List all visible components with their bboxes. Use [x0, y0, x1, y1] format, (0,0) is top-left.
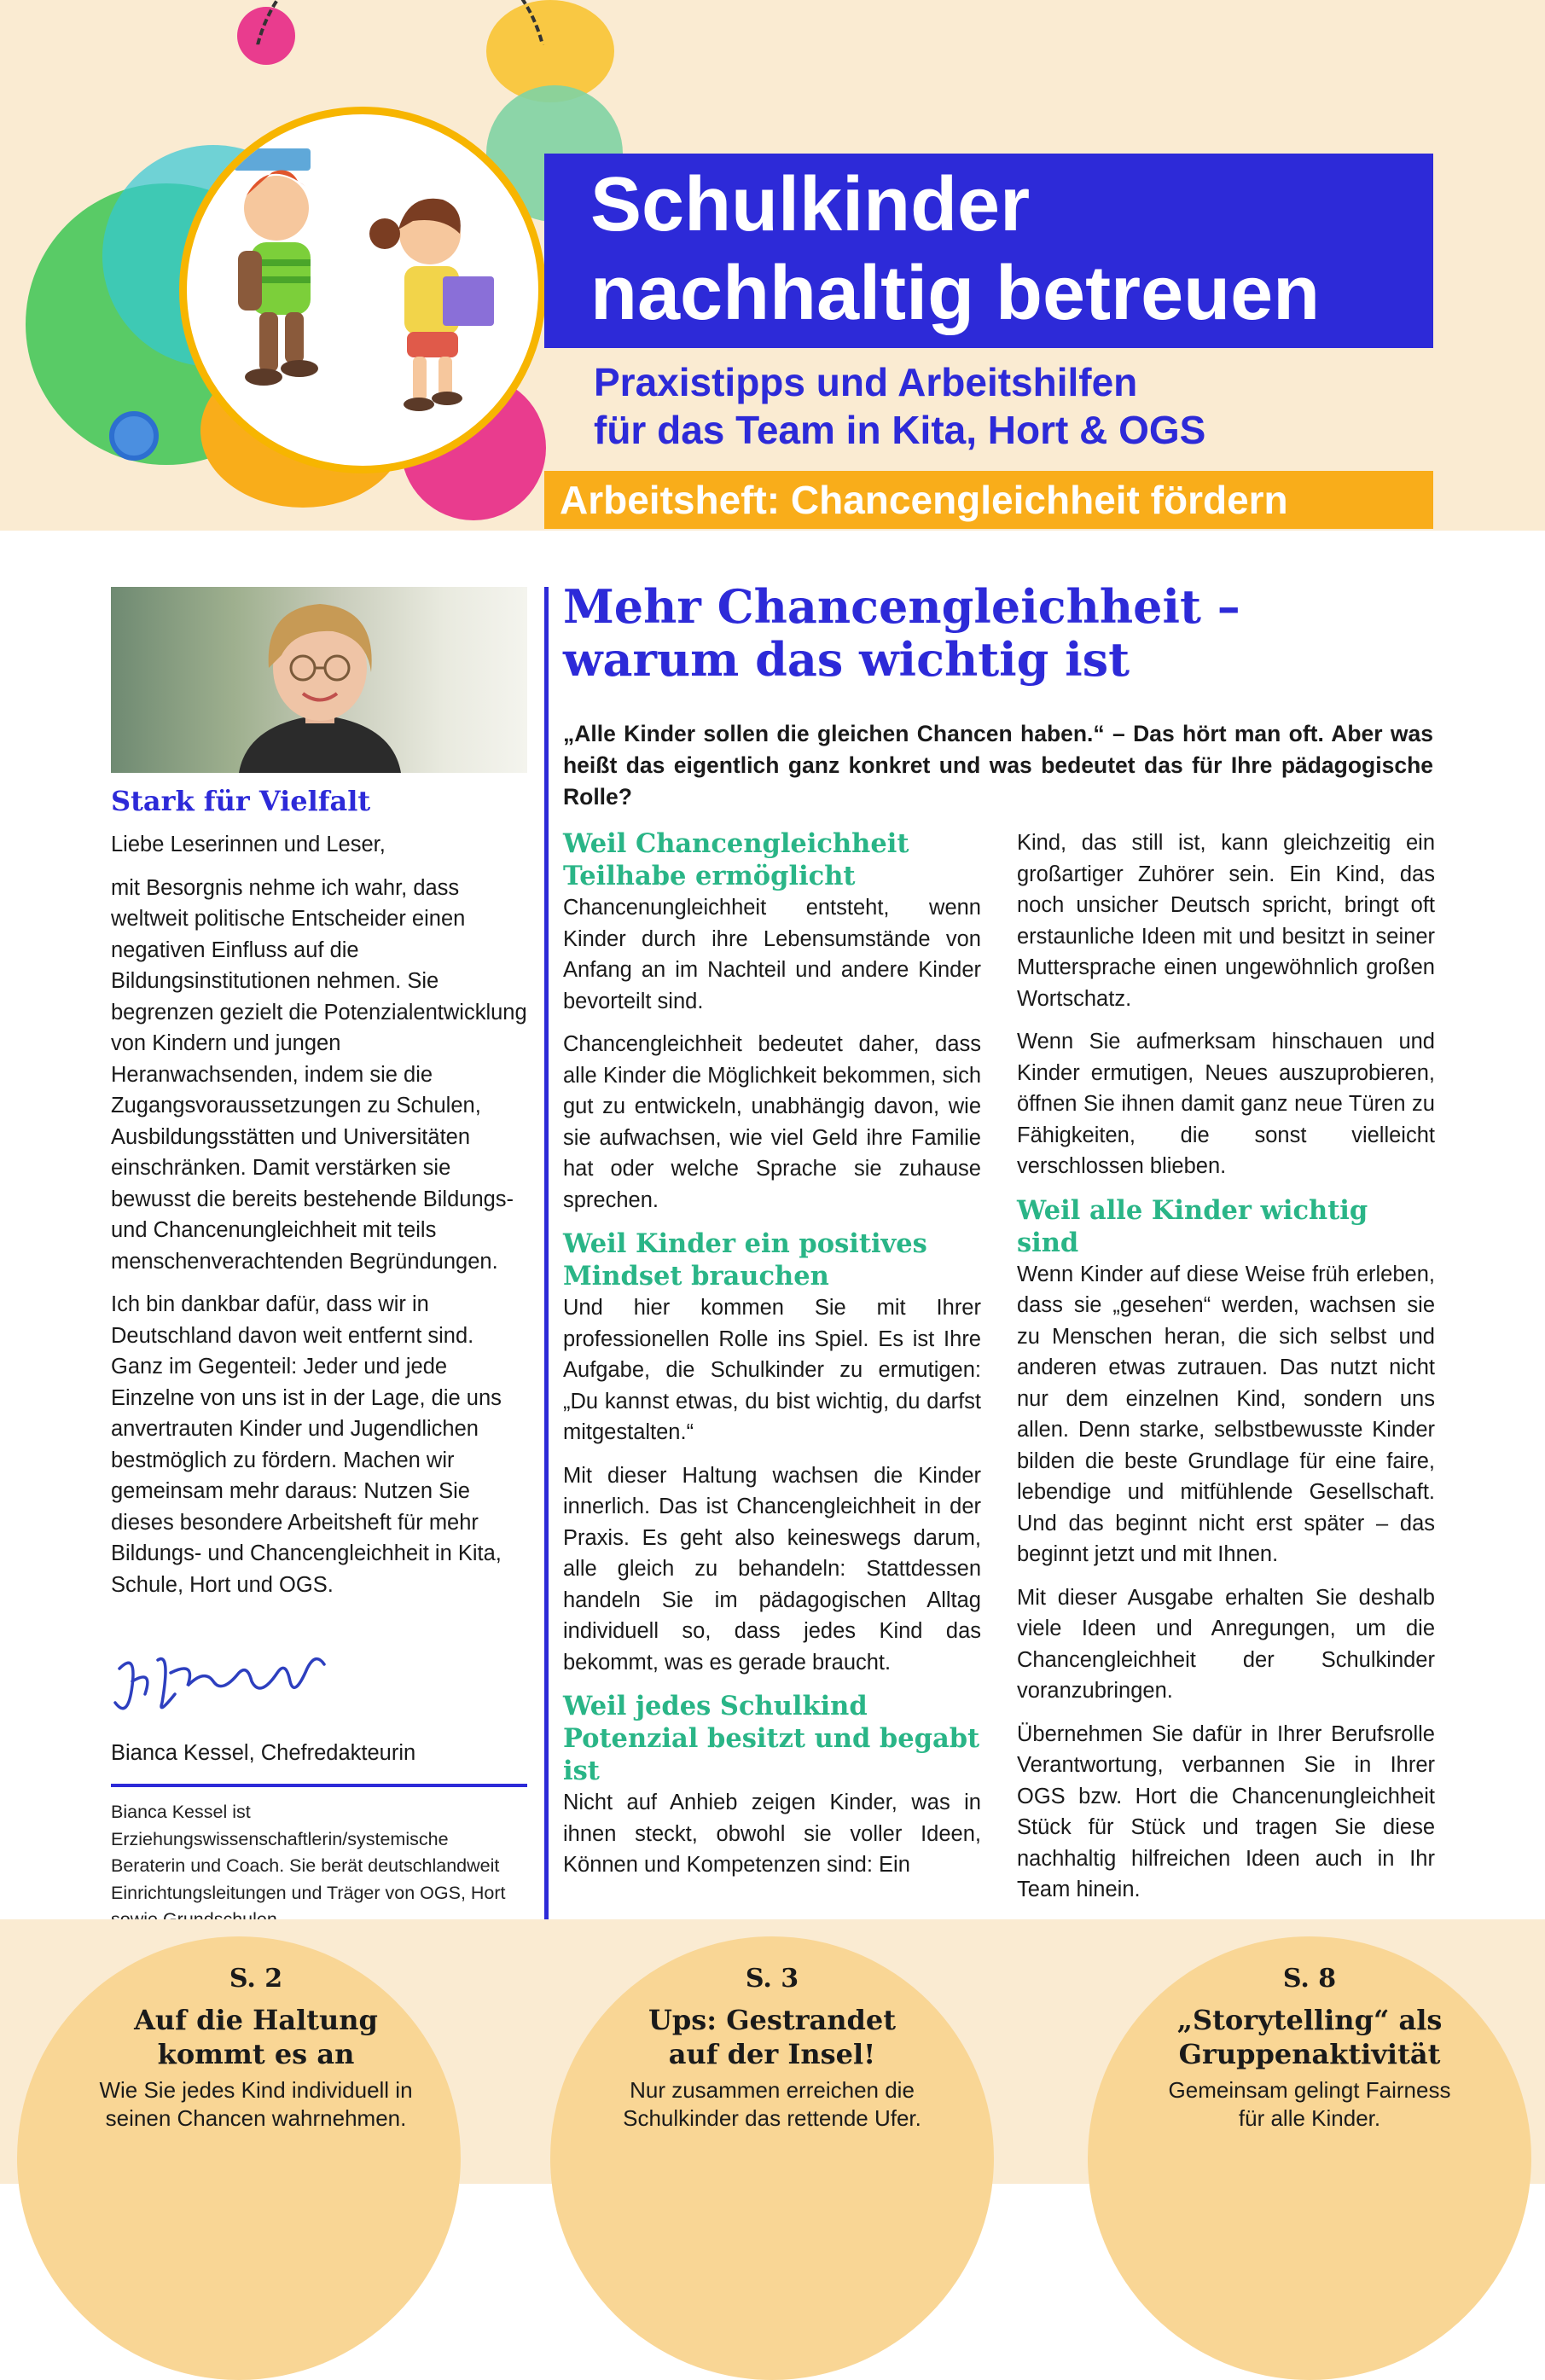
- teaser-description-line: für alle Kinder.: [1238, 2105, 1381, 2131]
- column-divider: [544, 587, 549, 1919]
- magazine-subtitle: [594, 358, 1413, 454]
- teaser-title: [0, 2003, 512, 2071]
- editorial-heading: Stark für Vielfalt: [111, 785, 371, 817]
- section-heading: Weil alle Kinder wichtig sind: [1017, 1194, 1368, 1258]
- portrait-image: [111, 587, 527, 773]
- article-title: [563, 580, 1450, 686]
- article-paragraph: Mit dieser Ausgabe erhalten Sie deshalb viele Ideen und Anregungen, um die Chancengleichheit der Schulkinder voranzubringen.: [1017, 1585, 1435, 1703]
- teaser-title-line: Auf die Haltung: [134, 2004, 378, 2036]
- article-paragraph: Chancengleichheit bedeutet daher, dass alle Kinder die Möglichkeit bekommen, sich gut zu entwickeln, unabhängig davon, wie sie aufwachsen, wie viel Geld ihre Familie hat oder welche Sprache sie zuhause sprechen.: [563, 1032, 981, 1212]
- teaser-page-8[interactable]: [1054, 1962, 1545, 2133]
- teaser-title: [1054, 2003, 1545, 2071]
- article-column-1: [563, 827, 981, 1893]
- subtitle-line-1: Praxistipps und Arbeitshilfen: [594, 360, 1138, 404]
- article-column-2: [1017, 827, 1435, 1918]
- handwritten-signature: [111, 1634, 333, 1728]
- magazine-title: [590, 160, 1426, 338]
- section-heading: Weil Chancengleichheit Teilhabe ermöglicht: [563, 828, 909, 891]
- article-paragraph: Und hier kommen Sie mit Ihrer professionellen Rolle ins Spiel. Es ist Ihre Aufgabe, die Schulkinder zu ermutigen: „Du kannst etwas, du bist wichtig, du darfst mitgestalten.“: [563, 1296, 981, 1444]
- section-heading: Weil jedes Schulkind Potenzial besitzt und begabt ist: [563, 1691, 980, 1786]
- article-paragraph: Chancenungleichheit entsteht, wenn Kinder durch ihre Lebensumstände von Anfang an im Nachteil und andere Kinder bevorteilt sind.: [563, 896, 981, 1013]
- teaser-page-number: S. 2: [229, 1964, 283, 1994]
- article-paragraph: Wenn Kinder auf diese Weise früh erleben, dass sie „gesehen“ werden, wachsen sie zu Menschen heran, die sich selbst und anderen etwas zutrauen. Das nutzt nicht nur dem einzelnen Kind, sondern uns allen. Denn starke, selbstbewusste Kinder bilden die beste Grundlage für eine faire, lebendige und mitfühlende Gesellschaft. Und das beginnt nicht erst später – das beginnt jetzt und mit Ihnen.: [1017, 1262, 1435, 1566]
- editorial-paragraph: mit Besorgnis nehme ich wahr, dass weltweit politische Entscheider einen negativen Einfluss auf die Bildungsinstitutionen nehmen. Sie begrenzen gezielt die Potenzialentwicklung von Kindern und jungen Heranwachsenden, indem sie die Zugangsvoraussetzungen zu Schulen, Ausbildungsstätten und Universitäten einschränken. Damit verstärken sie bewusst die bereits bestehende Bildungs- und Chancenungleichheit mit teils menschenverachtenden Begründungen.: [111, 875, 527, 1274]
- hero-illustration: [179, 107, 546, 473]
- article-paragraph: Kind, das still ist, kann gleichzeitig ein großartiger Zuhörer sein. Ein Kind, das noch unsicher Deutsch spricht, bringt oft erstaunliche Ideen mit und besitzt in seiner Muttersprache einen ungewöhnlich großen Wortschatz.: [1017, 831, 1435, 1011]
- article-title-line-2: warum das wichtig ist: [563, 632, 1130, 687]
- teaser-page-3[interactable]: [516, 1962, 1028, 2133]
- article-title-line-1: Mehr Chancengleichheit –: [563, 579, 1240, 634]
- editorial-column: [111, 785, 527, 1934]
- deco-circle-blue: [109, 411, 159, 461]
- teaser-description-line: Nur zusammen erreichen die: [630, 2077, 915, 2103]
- teaser-description-line: seinen Chancen wahrnehmen.: [105, 2105, 407, 2131]
- teaser-title-line: auf der Insel!: [668, 2038, 876, 2070]
- subtitle-line-2: für das Team in Kita, Hort & OGS: [594, 408, 1206, 452]
- article-paragraph: Wenn Sie aufmerksam hinschauen und Kinder ermutigen, Neues auszuprobieren, öffnen Sie ihnen damit ganz neue Türen zu Fähigkeiten, die sonst vielleicht verschlossen blieben.: [1017, 1030, 1435, 1178]
- article-lead: „Alle Kinder sollen die gleichen Chancen haben.“ – Das hört man oft. Aber was heißt das eigentlich ganz konkret und was bedeutet das für Ihre pädagogische Rolle?: [563, 721, 1433, 810]
- author-photo: [111, 587, 527, 773]
- teaser-description-line: Gemeinsam gelingt Fairness: [1168, 2077, 1451, 2103]
- editorial-paragraph: Liebe Leserinnen und Leser,: [111, 833, 386, 856]
- divider: [111, 1784, 527, 1787]
- teaser-page-number: S. 3: [745, 1964, 799, 1994]
- author-bio: Bianca Kessel ist Erziehungswissenschaftlerin/systemische Beraterin und Coach. Sie berät deutschlandweit Einrichtungsleitungen und Träger von OGS, Hort: [111, 1802, 506, 1903]
- book-icon: [234, 148, 311, 171]
- issue-label: Arbeitsheft: Chancengleichheit fördern: [560, 478, 1288, 522]
- article-paragraph: Nicht auf Anhieb zeigen Kinder, was in ihnen steckt, obwohl sie voller Ideen, Können und Kompetenzen sind: Ein: [563, 1791, 981, 1877]
- teaser-title: [516, 2003, 1028, 2071]
- teaser-page-2[interactable]: [0, 1962, 512, 2133]
- editorial-paragraph: Ich bin dankbar dafür, dass wir in Deutschland davon weit entfernt sind. Ganz im Gegenteil: Jeder und jede Einzelne von uns ist in der Lage, die uns anvertrauten Kinder und Jugendlichen bestmöglich zu fördern. Machen wir gemeinsam mehr daraus: Nutzen Sie dieses besondere Arbeitsheft für mehr Bildungs- und Chancengleichheit in Kita, Schule, Hort und OGS.: [111, 1292, 502, 1597]
- teaser-description: [0, 2076, 512, 2133]
- teaser-title-line: kommt es an: [157, 2038, 355, 2070]
- teaser-description-line: Schulkinder das rettende Ufer.: [623, 2105, 921, 2131]
- teaser-title-line: Ups: Gestrandet: [648, 2004, 897, 2036]
- title-line-1: Schulkinder: [590, 162, 1031, 247]
- children-illustration: [187, 114, 538, 466]
- book-icon: [443, 276, 494, 326]
- section-heading: Weil Kinder ein positives Mindset brauchen: [563, 1228, 927, 1292]
- teaser-page-number: S. 8: [1282, 1964, 1337, 1994]
- teaser-description: [1054, 2076, 1545, 2133]
- title-line-2: nachhaltig betreuen: [590, 251, 1321, 336]
- teaser-description: [516, 2076, 1028, 2133]
- article-paragraph: Mit dieser Haltung wachsen die Kinder innerlich. Das ist Chancengleichheit in der Praxis. Es geht also keineswegs darum, alle gleich zu behandeln: Stattdessen handeln Sie im pädagogischen Alltag individuell so, dass jedes Kind das bekommt, was es gerade braucht.: [563, 1463, 981, 1675]
- teaser-title-line: Gruppenaktivität: [1178, 2038, 1441, 2070]
- teaser-description-line: Wie Sie jedes Kind individuell in: [99, 2077, 413, 2103]
- teaser-title-line: „Storytelling“ als: [1176, 2004, 1443, 2036]
- article-paragraph: Übernehmen Sie dafür in Ihrer Berufsrolle Verantwortung, verbannen Sie in Ihrer OGS bzw. Hort die Chancenungleichheit Stück für Stück und tragen Sie diese nachhaltig hilfreichen Ideen auch in Ihr Team hinein.: [1017, 1721, 1435, 1901]
- signature-caption: Bianca Kessel, Chefredakteurin: [111, 1741, 416, 1765]
